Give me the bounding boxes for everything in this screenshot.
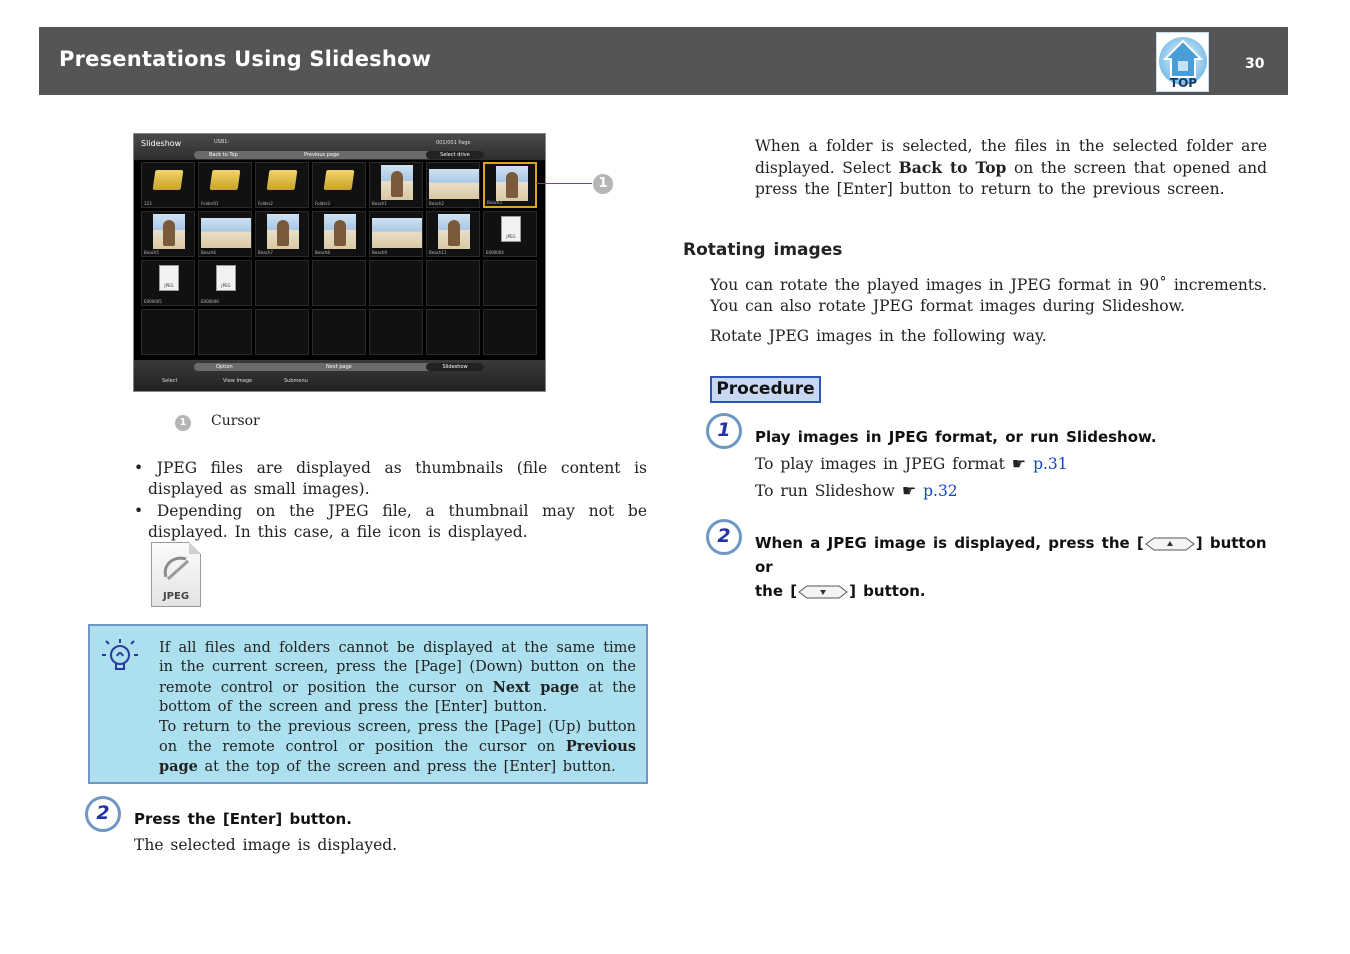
photo-person (391, 171, 403, 197)
thumbnail-cell (312, 309, 366, 355)
link-p32[interactable]: p.32 (923, 482, 958, 500)
thumbnail-caption: E000004 (486, 250, 504, 255)
jpeg-file-icon (151, 542, 201, 607)
thumbnail-caption: Beach11 (429, 250, 447, 255)
tip-next-page: Next page (492, 678, 580, 696)
folder-icon (267, 170, 298, 190)
folder-intro-a: When a folder is selected, the files in the selected folder are displayed. Select (755, 137, 1267, 177)
jpeg-file-icon-small (501, 216, 521, 242)
thumbnail-grid (141, 162, 540, 356)
back-to-top-label: Back to Top (898, 158, 1007, 177)
tip-p2-b: at the top of the screen and press the [Enter] button. (197, 759, 616, 776)
folder-icon (210, 170, 241, 190)
photo-thumbnail (496, 166, 528, 201)
folder-intro-b: on the screen that opened and press the [Enter] button to return to the previous screen. (755, 159, 1268, 198)
thumbnail-cell (198, 211, 252, 257)
thumbnail-cell (483, 211, 537, 257)
left-step-text: The selected image is displayed. (134, 836, 398, 854)
photo-thumbnail (381, 165, 413, 200)
bullet-thumbnails: • JPEG files are displayed as thumbnails (file content is displayed as small images). (134, 459, 647, 498)
thumbnail-cell (141, 211, 195, 257)
page-up-button-icon (1144, 537, 1196, 551)
thumbnail-cell (426, 211, 480, 257)
screenshot-help-submenu: Submenu (284, 378, 308, 384)
jpeg-small-label: JPEG (221, 283, 231, 288)
screenshot-select-drive: Select drive (426, 151, 484, 159)
photo-person (334, 220, 346, 246)
screenshot-bottom-bar (134, 360, 545, 391)
link-p31[interactable]: p.31 (1033, 455, 1068, 473)
thumbnail-cell (198, 260, 252, 306)
photo-person (277, 220, 289, 246)
page-title: Presentations Using Slideshow (59, 47, 432, 71)
photo-person (163, 220, 175, 246)
thumbnail-caption: Folder2 (258, 201, 273, 206)
screenshot-next-page: Next page (326, 364, 352, 370)
step-1-line-1 (755, 453, 1068, 475)
thumbnail-caption: Beach9 (372, 250, 387, 255)
thumbnail-caption: Beach7 (258, 250, 273, 255)
thumbnail-cell (141, 260, 195, 306)
thumbnail-caption: Beach2 (429, 201, 444, 206)
step-2-heading-c: the [ (755, 582, 798, 600)
thumbnail-cell (369, 309, 423, 355)
page-number: 30 (1245, 56, 1265, 72)
photo-thumbnail (267, 214, 299, 249)
step-1-slideshow-text: To run Slideshow (755, 482, 895, 500)
thumbnail-caption: Beach6 (201, 250, 216, 255)
step-1-line-2 (755, 480, 958, 502)
screenshot-previous-page: Previous page (304, 152, 340, 158)
callout-line (536, 183, 592, 184)
folder-intro-text (755, 136, 1267, 200)
screenshot-slideshow: Slideshow (426, 363, 484, 371)
top-button[interactable] (1156, 32, 1209, 92)
thumbnail-cell (312, 260, 366, 306)
tip-previous-page: Previous page (159, 738, 636, 776)
thumbnail-cell (483, 309, 537, 355)
page-header (39, 27, 1288, 95)
thumbnail-caption: Beach3 (487, 200, 502, 205)
thumbnail-cell (141, 162, 195, 208)
tip-p1-a: If all files and folders cannot be displayed at the same time in the current screen, press the [Page] (Down) button on the remote control or position the cursor on (159, 640, 636, 696)
thumbnail-cell (369, 211, 423, 257)
jpeg-file-icon-small (216, 265, 236, 291)
thumbnail-cell (255, 260, 309, 306)
procedure-label: Procedure (710, 376, 821, 403)
callout-number: 1 (593, 174, 613, 194)
thumbnail-cell (312, 211, 366, 257)
photo-thumbnail (438, 214, 470, 249)
thumbnail-caption: Folder3 (315, 201, 330, 206)
thumbnail-cell (426, 162, 480, 208)
thumbnail-cell (312, 162, 366, 208)
screenshot-top-bar (134, 134, 545, 160)
folder-icon (324, 170, 355, 190)
thumbnail-cell (255, 309, 309, 355)
pointing-hand-icon: ☛ (901, 481, 917, 500)
thumbnail-cell (369, 162, 423, 208)
step-2-heading-a: When a JPEG image is displayed, press the [ (755, 534, 1144, 552)
pointing-hand-icon: ☛ (1011, 454, 1027, 473)
thumbnail-cell-cursor (483, 162, 537, 208)
photo-person (506, 172, 518, 198)
photo-thumbnail (324, 214, 356, 249)
slideshow-screenshot (133, 133, 546, 392)
screenshot-drive: USB1: (214, 139, 230, 145)
photo-thumbnail (429, 169, 479, 199)
folder-icon (153, 170, 184, 190)
legend-label: Cursor (211, 413, 260, 429)
thumbnail-caption: Beach5 (144, 250, 159, 255)
left-step-heading: Press the [Enter] button. (134, 810, 352, 828)
thumbnail-caption: Folder01 (201, 201, 219, 206)
step-2-heading (755, 531, 1267, 603)
jpeg-file-icon-small (159, 265, 179, 291)
photo-thumbnail (153, 214, 185, 249)
rotating-images-title: Rotating images (683, 240, 843, 260)
tip-p1-b: at the bottom of the screen and press the [Enter] button. (159, 679, 637, 716)
jpeg-icon-label: JPEG (162, 591, 190, 602)
lightbulb-icon (100, 636, 140, 676)
tip-text (159, 639, 636, 778)
thumbnail-caption: Beach8 (315, 250, 330, 255)
rotating-how: Rotate JPEG images in the following way. (710, 327, 1047, 345)
photo-thumbnail (372, 218, 422, 248)
jpeg-check-icon (152, 547, 200, 595)
screenshot-option: Option (216, 364, 233, 370)
screenshot-title: Slideshow (141, 139, 182, 148)
jpeg-small-label: JPEG (506, 234, 516, 239)
thumbnail-cell (483, 260, 537, 306)
left-step-number: 2 (85, 796, 121, 832)
thumbnail-caption: 123 (144, 201, 152, 206)
step-2-number: 2 (706, 519, 742, 555)
tip-p2-a: To return to the previous screen, press the [Page] (Up) button on the remote control or position the cursor on (159, 718, 636, 756)
thumbnail-cell (426, 309, 480, 355)
thumbnail-cell (255, 211, 309, 257)
page-down-button-icon (797, 585, 849, 599)
photo-thumbnail (201, 218, 251, 248)
step-1-number: 1 (706, 413, 742, 449)
thumbnail-cell (198, 309, 252, 355)
jpeg-small-label: JPEG (164, 283, 174, 288)
screenshot-back-to-top: Back to Top (209, 152, 238, 158)
thumbnail-caption: E000006 (201, 299, 219, 304)
legend-number: 1 (175, 415, 191, 431)
top-button-label: TOP (1169, 76, 1198, 90)
thumbnail-cell (255, 162, 309, 208)
step-2-heading-d: ] button. (849, 582, 926, 600)
step-1-play-text: To play images in JPEG format (755, 455, 1005, 473)
step-2-heading-b: ] button or (755, 534, 1267, 576)
screenshot-help-select: Select (162, 378, 178, 384)
step-1-heading: Play images in JPEG format, or run Slideshow. (755, 428, 1157, 446)
rotating-intro: You can rotate the played images in JPEG format in 90˚ increments. You can also rotate JPEG format images during Slideshow. (710, 276, 1267, 315)
thumbnail-cell (198, 162, 252, 208)
thumbnail-caption: E000005 (144, 299, 162, 304)
screenshot-page-count: 001/001 Page (436, 140, 471, 146)
bullet-file-icon: • Depending on the JPEG file, a thumbnail may not be displayed. In this case, a file icon is displayed. (134, 502, 647, 541)
thumbnail-cell (141, 309, 195, 355)
thumbnail-cell (369, 260, 423, 306)
thumbnail-caption: Beach1 (372, 201, 387, 206)
screenshot-help-view: View Image (223, 378, 253, 384)
thumbnail-cell (426, 260, 480, 306)
photo-person (448, 220, 460, 246)
tip-box (88, 624, 648, 784)
